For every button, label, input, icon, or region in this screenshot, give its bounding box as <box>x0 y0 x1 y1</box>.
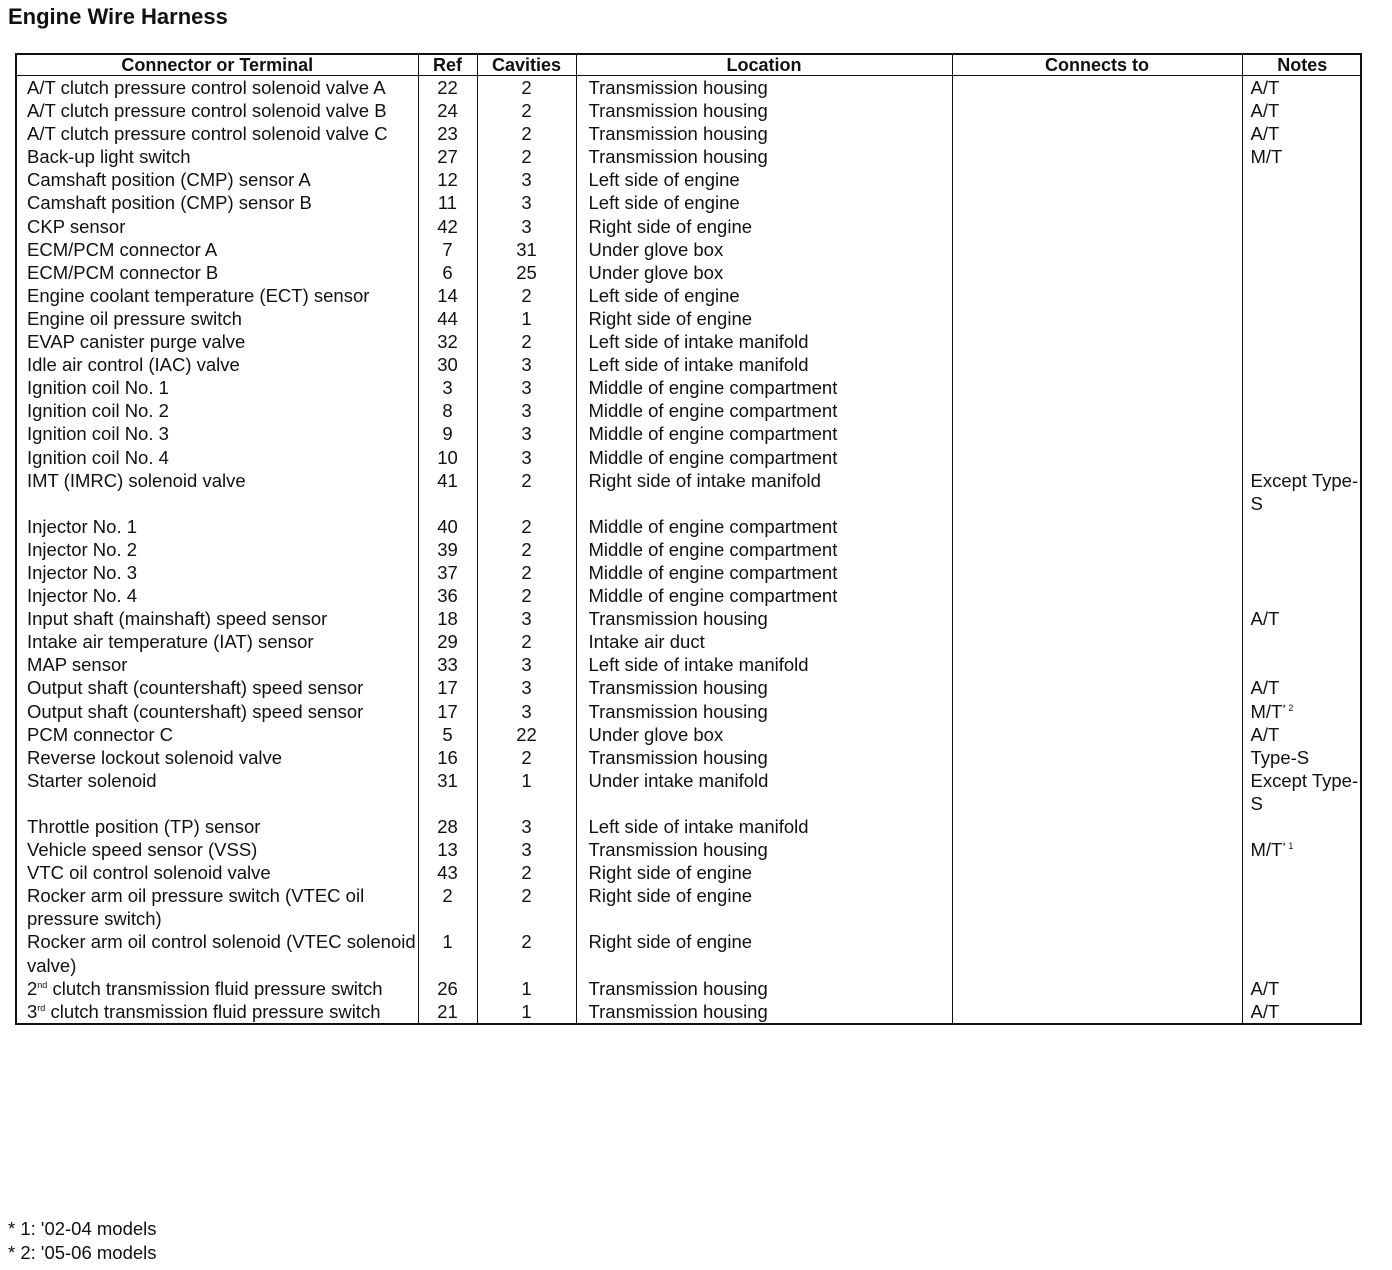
cell-location: Middle of engine compartment <box>576 446 952 469</box>
cell-location: Left side of engine <box>576 284 952 307</box>
table-row <box>17 653 1362 676</box>
cell-connects-to <box>952 861 1242 884</box>
cell-connects-to <box>952 769 1242 815</box>
cell-connects-to <box>952 238 1242 261</box>
cell-ref: 27 <box>418 145 477 168</box>
table-row <box>17 399 1362 422</box>
cell-cavities: 2 <box>477 284 576 307</box>
cell-notes: A/T <box>1242 76 1362 100</box>
cell-connects-to <box>952 215 1242 238</box>
cell-connector: IMT (IMRC) solenoid valve <box>27 469 246 491</box>
cell-location: Under intake manifold <box>576 769 952 815</box>
cell-notes <box>1242 930 1362 976</box>
cell-connects-to <box>952 1000 1242 1023</box>
cell-cavities: 2 <box>477 76 576 100</box>
cell-location: Left side of intake manifold <box>576 353 952 376</box>
cell-cavities: 2 <box>477 861 576 884</box>
cell-connector: CKP sensor <box>27 215 126 237</box>
cell-cavities: 1 <box>477 307 576 330</box>
cell-ref: 14 <box>418 284 477 307</box>
table-row <box>17 261 1362 284</box>
cell-location: Intake air duct <box>576 630 952 653</box>
header-connector: Connector or Terminal <box>17 55 418 76</box>
cell-location: Middle of engine compartment <box>576 376 952 399</box>
header-location: Location <box>576 55 952 76</box>
cell-connector: A/T clutch pressure control solenoid valve B <box>27 100 387 122</box>
cell-ref: 12 <box>418 168 477 191</box>
cell-ref: 11 <box>418 191 477 214</box>
cell-connects-to <box>952 330 1242 353</box>
cell-connector: A/T clutch pressure control solenoid valve A <box>27 77 386 98</box>
footnotes <box>8 1217 157 1264</box>
cell-connects-to <box>952 145 1242 168</box>
cell-cavities: 2 <box>477 469 576 515</box>
cell-location: Transmission housing <box>576 838 952 861</box>
cell-connects-to <box>952 815 1242 838</box>
cell-ref: 16 <box>418 746 477 769</box>
cell-cavities: 2 <box>477 122 576 145</box>
cell-connects-to <box>952 307 1242 330</box>
cell-connects-to <box>952 376 1242 399</box>
cell-connects-to <box>952 515 1242 538</box>
cell-connector: PCM connector C <box>27 723 173 745</box>
cell-connector: Intake air temperature (IAT) sensor <box>27 631 314 653</box>
cell-cavities: 3 <box>477 168 576 191</box>
cell-connects-to <box>952 584 1242 607</box>
cell-notes <box>1242 815 1362 838</box>
cell-connects-to <box>952 422 1242 445</box>
cell-ref: 40 <box>418 515 477 538</box>
cell-connector: Ignition coil No. 1 <box>27 377 169 399</box>
cell-cavities: 3 <box>477 353 576 376</box>
cell-location: Left side of intake manifold <box>576 330 952 353</box>
footnote: * 2: '05-06 models <box>8 1241 157 1263</box>
cell-connects-to <box>952 653 1242 676</box>
cell-connector: Camshaft position (CMP) sensor A <box>27 169 311 191</box>
connector-ordinal-suffix: nd <box>37 979 48 990</box>
cell-connector <box>17 977 418 1000</box>
cell-connects-to <box>952 746 1242 769</box>
cell-location: Right side of engine <box>576 930 952 976</box>
cell-notes <box>1242 168 1362 191</box>
cell-connector: Throttle position (TP) sensor <box>27 816 261 837</box>
cell-ref: 28 <box>418 815 477 838</box>
page-title: Engine Wire Harness <box>8 4 228 29</box>
cell-location: Right side of engine <box>576 307 952 330</box>
cell-notes <box>1242 561 1362 584</box>
cell-connector: ECM/PCM connector B <box>27 261 219 283</box>
cell-ref: 17 <box>418 700 477 723</box>
cell-ref: 24 <box>418 99 477 122</box>
cell-location: Transmission housing <box>576 145 952 168</box>
table-row <box>17 422 1362 445</box>
cell-notes <box>1242 884 1362 930</box>
cell-connector: Reverse lockout solenoid valve <box>27 746 283 768</box>
cell-cavities: 3 <box>477 215 576 238</box>
cell-connector: Camshaft position (CMP) sensor B <box>27 192 312 214</box>
cell-ref: 9 <box>418 422 477 445</box>
table-row <box>17 538 1362 561</box>
table-row <box>17 676 1362 699</box>
cell-cavities: 22 <box>477 723 576 746</box>
cell-notes: A/T <box>1242 122 1362 145</box>
cell-notes: A/T <box>1242 676 1362 699</box>
cell-notes <box>1242 284 1362 307</box>
table-row <box>17 307 1362 330</box>
cell-notes <box>1242 861 1362 884</box>
cell-connects-to <box>952 538 1242 561</box>
cell-notes <box>1242 215 1362 238</box>
cell-cavities: 2 <box>477 145 576 168</box>
cell-cavities: 2 <box>477 930 576 976</box>
connector-text: clutch transmission fluid pressure switch <box>45 1000 381 1022</box>
cell-ref: 8 <box>418 399 477 422</box>
table-row <box>17 884 1362 930</box>
cell-connector: Starter solenoid <box>27 769 157 791</box>
cell-ref: 7 <box>418 238 477 261</box>
cell-cavities: 3 <box>477 191 576 214</box>
cell-notes: Except Type-S <box>1242 769 1362 815</box>
cell-location: Middle of engine compartment <box>576 422 952 445</box>
cell-location: Under glove box <box>576 261 952 284</box>
cell-notes: A/T <box>1242 607 1362 630</box>
table-row <box>17 584 1362 607</box>
table-row <box>17 815 1362 838</box>
cell-cavities: 3 <box>477 399 576 422</box>
cell-connector: Injector No. 4 <box>27 585 138 607</box>
cell-notes <box>1242 653 1362 676</box>
cell-connector <box>17 1000 418 1023</box>
footnote: * 1: '02-04 models <box>8 1218 157 1239</box>
cell-ref: 31 <box>418 769 477 815</box>
cell-location: Transmission housing <box>576 99 952 122</box>
cell-notes: Type-S <box>1242 746 1362 769</box>
table-row <box>17 630 1362 653</box>
table-row <box>17 561 1362 584</box>
connector-ordinal-suffix: rd <box>37 1002 46 1013</box>
cell-cavities: 3 <box>477 376 576 399</box>
cell-ref: 23 <box>418 122 477 145</box>
cell-location: Transmission housing <box>576 1000 952 1023</box>
cell-connects-to <box>952 399 1242 422</box>
table-row <box>17 191 1362 214</box>
cell-location: Transmission housing <box>576 676 952 699</box>
cell-connects-to <box>952 630 1242 653</box>
table-row <box>17 238 1362 261</box>
table-row <box>17 376 1362 399</box>
table-row <box>17 700 1362 723</box>
notes-text: M/T <box>1250 839 1283 861</box>
cell-notes <box>1242 446 1362 469</box>
cell-connector: Rocker arm oil control solenoid (VTEC solenoid valve) <box>27 931 416 976</box>
cell-connector: Idle air control (IAC) valve <box>27 354 240 376</box>
cell-location: Left side of engine <box>576 191 952 214</box>
cell-ref: 5 <box>418 723 477 746</box>
cell-notes <box>1242 838 1362 861</box>
cell-connector: Engine oil pressure switch <box>27 307 242 329</box>
header-notes: Notes <box>1242 55 1362 76</box>
cell-location: Middle of engine compartment <box>576 538 952 561</box>
cell-connects-to <box>952 76 1242 100</box>
cell-connects-to <box>952 122 1242 145</box>
cell-ref: 21 <box>418 1000 477 1023</box>
cell-location: Middle of engine compartment <box>576 584 952 607</box>
cell-notes <box>1242 353 1362 376</box>
cell-connector: ECM/PCM connector A <box>27 238 218 260</box>
table-row <box>17 168 1362 191</box>
table-row <box>17 215 1362 238</box>
cell-connects-to <box>952 261 1242 284</box>
cell-ref: 18 <box>418 607 477 630</box>
cell-connects-to <box>952 723 1242 746</box>
table-row <box>17 746 1362 769</box>
cell-connector: Ignition coil No. 2 <box>27 400 169 422</box>
cell-location: Transmission housing <box>576 746 952 769</box>
cell-connector: MAP sensor <box>27 654 128 676</box>
cell-ref: 26 <box>418 977 477 1000</box>
table-row <box>17 977 1362 1000</box>
cell-connector: EVAP canister purge valve <box>27 331 246 353</box>
cell-location: Under glove box <box>576 723 952 746</box>
cell-connects-to <box>952 446 1242 469</box>
cell-notes <box>1242 538 1362 561</box>
table-row <box>17 122 1362 145</box>
table-row <box>17 607 1362 630</box>
harness-table <box>15 53 1362 1025</box>
cell-cavities: 3 <box>477 422 576 445</box>
connector-ordinal: 3 <box>27 1000 38 1022</box>
cell-notes <box>1242 422 1362 445</box>
connector-ordinal: 2 <box>27 977 38 999</box>
cell-notes <box>1242 630 1362 653</box>
cell-location: Left side of intake manifold <box>576 815 952 838</box>
cell-ref: 10 <box>418 446 477 469</box>
cell-ref: 6 <box>418 261 477 284</box>
header-ref: Ref <box>418 55 477 76</box>
cell-cavities: 2 <box>477 884 576 930</box>
cell-notes <box>1242 399 1362 422</box>
cell-location: Transmission housing <box>576 76 952 100</box>
cell-connects-to <box>952 561 1242 584</box>
cell-cavities: 2 <box>477 584 576 607</box>
cell-connector: Vehicle speed sensor (VSS) <box>27 839 258 861</box>
cell-ref: 22 <box>418 76 477 100</box>
cell-ref: 1 <box>418 930 477 976</box>
table-row <box>17 515 1362 538</box>
cell-cavities: 2 <box>477 330 576 353</box>
cell-cavities: 1 <box>477 1000 576 1023</box>
notes-footnote-ref: * 2 <box>1282 702 1294 713</box>
cell-connector: Input shaft (mainshaft) speed sensor <box>27 608 328 630</box>
cell-connector: Engine coolant temperature (ECT) sensor <box>27 284 370 306</box>
cell-connector: VTC oil control solenoid valve <box>27 862 271 884</box>
cell-cavities: 3 <box>477 607 576 630</box>
cell-cavities: 1 <box>477 769 576 815</box>
cell-notes <box>1242 700 1362 723</box>
cell-cavities: 31 <box>477 238 576 261</box>
cell-cavities: 2 <box>477 515 576 538</box>
cell-location: Right side of intake manifold <box>576 469 952 515</box>
cell-notes: A/T <box>1242 1000 1362 1023</box>
cell-cavities: 25 <box>477 261 576 284</box>
cell-connector: Injector No. 1 <box>27 515 138 537</box>
cell-notes <box>1242 515 1362 538</box>
cell-ref: 41 <box>418 469 477 515</box>
cell-location: Transmission housing <box>576 607 952 630</box>
cell-connector: Ignition coil No. 3 <box>27 423 169 445</box>
header-row <box>17 55 1362 76</box>
table-row <box>17 838 1362 861</box>
cell-cavities: 2 <box>477 630 576 653</box>
cell-connects-to <box>952 191 1242 214</box>
cell-ref: 42 <box>418 215 477 238</box>
cell-cavities: 2 <box>477 538 576 561</box>
cell-cavities: 2 <box>477 99 576 122</box>
notes-footnote-ref: * 1 <box>1282 840 1294 851</box>
cell-connector: Injector No. 3 <box>27 561 138 583</box>
header-connects-to: Connects to <box>952 55 1242 76</box>
cell-ref: 30 <box>418 353 477 376</box>
cell-cavities: 3 <box>477 653 576 676</box>
cell-location: Right side of engine <box>576 884 952 930</box>
cell-connects-to <box>952 977 1242 1000</box>
table-row <box>17 353 1362 376</box>
cell-notes: Except Type-S <box>1242 469 1362 515</box>
cell-ref: 44 <box>418 307 477 330</box>
cell-ref: 43 <box>418 861 477 884</box>
cell-notes <box>1242 330 1362 353</box>
cell-location: Transmission housing <box>576 977 952 1000</box>
cell-location: Transmission housing <box>576 700 952 723</box>
cell-connects-to <box>952 469 1242 515</box>
cell-ref: 2 <box>418 884 477 930</box>
cell-ref: 36 <box>418 584 477 607</box>
cell-connector: Injector No. 2 <box>27 538 138 560</box>
cell-notes: A/T <box>1242 99 1362 122</box>
cell-location: Right side of engine <box>576 215 952 238</box>
table-row <box>17 284 1362 307</box>
cell-connects-to <box>952 930 1242 976</box>
cell-notes <box>1242 307 1362 330</box>
cell-ref: 17 <box>418 676 477 699</box>
cell-location: Transmission housing <box>576 122 952 145</box>
table-row <box>17 769 1362 815</box>
cell-ref: 13 <box>418 838 477 861</box>
cell-notes <box>1242 584 1362 607</box>
table-row <box>17 330 1362 353</box>
cell-location: Left side of engine <box>576 168 952 191</box>
cell-connects-to <box>952 700 1242 723</box>
cell-location: Middle of engine compartment <box>576 515 952 538</box>
cell-connects-to <box>952 838 1242 861</box>
cell-cavities: 3 <box>477 676 576 699</box>
table-row <box>17 930 1362 976</box>
table-row <box>17 76 1362 100</box>
cell-notes: M/T <box>1242 145 1362 168</box>
table-row <box>17 145 1362 168</box>
table-row <box>17 469 1362 515</box>
cell-connector: Ignition coil No. 4 <box>27 446 169 468</box>
cell-connector: Rocker arm oil pressure switch (VTEC oil pressure switch) <box>27 885 365 930</box>
cell-connects-to <box>952 99 1242 122</box>
cell-ref: 29 <box>418 630 477 653</box>
cell-connector: Output shaft (countershaft) speed sensor <box>27 700 364 722</box>
cell-ref: 39 <box>418 538 477 561</box>
notes-text: M/T <box>1250 700 1283 722</box>
cell-connector: Back-up light switch <box>27 146 191 168</box>
cell-cavities: 3 <box>477 815 576 838</box>
cell-location: Left side of intake manifold <box>576 653 952 676</box>
cell-location: Middle of engine compartment <box>576 399 952 422</box>
table-row <box>17 723 1362 746</box>
cell-notes <box>1242 238 1362 261</box>
cell-connects-to <box>952 884 1242 930</box>
cell-connector: Output shaft (countershaft) speed sensor <box>27 677 364 699</box>
cell-notes <box>1242 261 1362 284</box>
cell-notes: A/T <box>1242 723 1362 746</box>
cell-connector: A/T clutch pressure control solenoid valve C <box>27 123 388 145</box>
table-row <box>17 99 1362 122</box>
cell-notes <box>1242 376 1362 399</box>
header-cavities: Cavities <box>477 55 576 76</box>
table-row <box>17 861 1362 884</box>
cell-ref: 3 <box>418 376 477 399</box>
cell-cavities: 3 <box>477 700 576 723</box>
cell-cavities: 2 <box>477 746 576 769</box>
table-row <box>17 1000 1362 1023</box>
cell-cavities: 3 <box>477 838 576 861</box>
cell-connects-to <box>952 284 1242 307</box>
cell-location: Middle of engine compartment <box>576 561 952 584</box>
cell-ref: 32 <box>418 330 477 353</box>
cell-cavities: 3 <box>477 446 576 469</box>
connector-text: clutch transmission fluid pressure switch <box>47 977 383 999</box>
cell-ref: 37 <box>418 561 477 584</box>
cell-location: Right side of engine <box>576 861 952 884</box>
cell-notes: A/T <box>1242 977 1362 1000</box>
cell-connects-to <box>952 607 1242 630</box>
cell-connects-to <box>952 353 1242 376</box>
cell-ref: 33 <box>418 653 477 676</box>
table-row <box>17 446 1362 469</box>
cell-location: Under glove box <box>576 238 952 261</box>
cell-cavities: 2 <box>477 561 576 584</box>
cell-connects-to <box>952 168 1242 191</box>
cell-cavities: 1 <box>477 977 576 1000</box>
cell-connects-to <box>952 676 1242 699</box>
cell-notes <box>1242 191 1362 214</box>
